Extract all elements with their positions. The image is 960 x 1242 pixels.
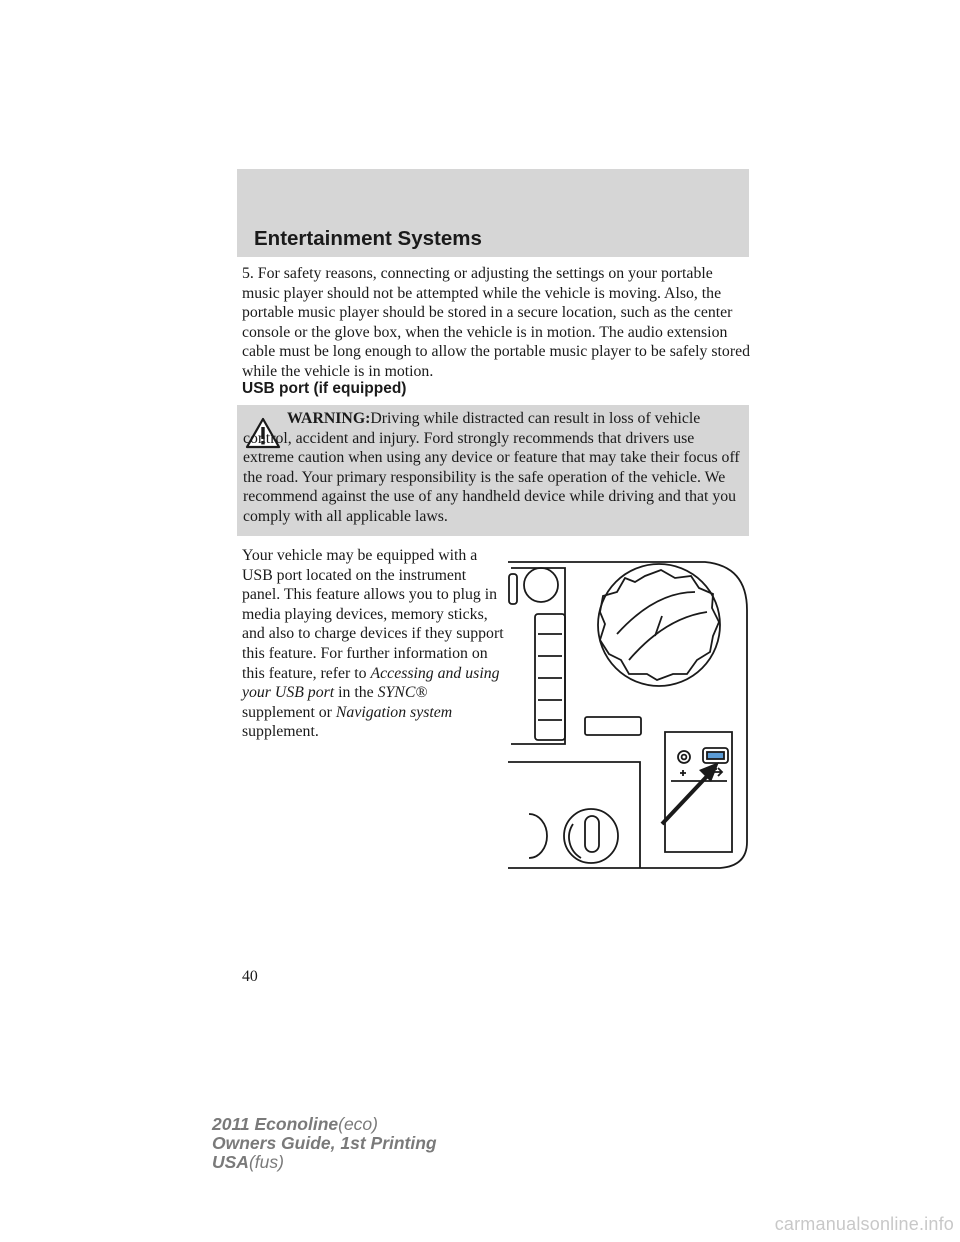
section-title: Entertainment Systems: [254, 227, 482, 250]
footer-model: 2011 Econoline: [212, 1114, 339, 1134]
instrument-panel-usb-illustration: [505, 552, 749, 870]
warning-message: Driving while distracted can result in loss of vehicle control, accident and injury. Ford strongly recommends that drivers use extreme caution when using any device or feature that may take their focus off the road. Your primary responsibility is the safe operation of the vehicle. We recommend against the use of any handheld device while driving and that you comply with all applicable laws.: [243, 410, 740, 525]
usb-text-3: supplement or: [242, 703, 336, 721]
usb-text-1: Your vehicle may be equipped with a USB port located on the instrument panel. This feature allows you to plug in media playing devices, memory sticks, and also to charge devices if they support this feature. For further information on this feature, refer to: [242, 547, 504, 682]
warning-label: WARNING:: [287, 410, 371, 427]
warning-text: [243, 409, 743, 527]
watermark: carmanualsonline.info: [774, 1214, 954, 1234]
footer-model-code: (eco): [338, 1114, 378, 1134]
usb-ref-sync-usb: Accessing and using your USB port: [242, 664, 500, 702]
warning-box: [237, 405, 749, 536]
print-footer: [212, 1115, 437, 1172]
usb-ref-sync: SYNC®: [377, 684, 428, 702]
usb-text-4: supplement.: [242, 723, 319, 741]
usb-description: [242, 546, 504, 742]
footer-market-code: (fus): [248, 1152, 284, 1172]
usb-port-heading: USB port (if equipped): [242, 380, 407, 397]
page-number: 40: [242, 968, 258, 985]
section-header-band: [237, 169, 749, 257]
footer-market: USA: [212, 1152, 249, 1172]
footer-guide: Owners Guide, 1st Printing: [212, 1133, 437, 1153]
usb-ref-navigation: Navigation system: [335, 703, 453, 721]
intro-paragraph: 5. For safety reasons, connecting or adjusting the settings on your portable music player should not be attempted while the vehicle is moving. Also, the portable music player should be stored in a secure location, such as the center console or the glove box, when the vehicle is in motion. The audio extension cable must be long enough to allow the portable music player to be safely stored while the vehicle is in motion.: [242, 265, 750, 380]
usb-text-2: in the: [334, 684, 378, 702]
